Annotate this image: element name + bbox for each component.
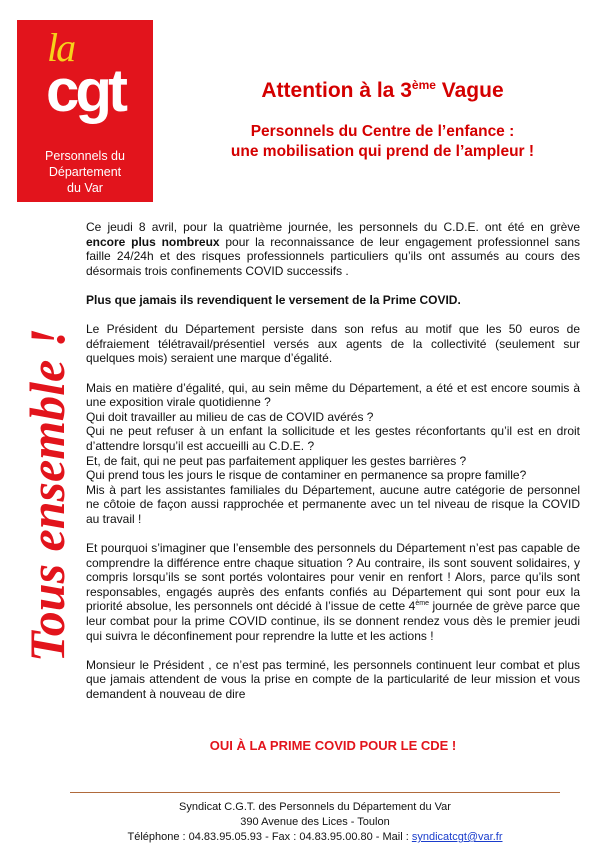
paragraph: Le Président du Département persiste dans son refus au motif que les 50 euros de défraiement télétravail/présentiel versés aux agents de la collectivité (seulement sur quelques mois) seraient une marque d’égalité. <box>86 322 580 366</box>
superscript: ème <box>415 600 429 608</box>
paragraph-questions <box>86 381 580 527</box>
cgt-logo <box>17 20 153 202</box>
question-line: Qui ne peut refuser à un enfant la sollicitude et les gestes réconfortants qu’il est en droit d’attendre lorsqu’il est accueilli au C.D.E. ? <box>86 424 580 453</box>
footer-contact-text: Téléphone : 04.83.95.05.93 - Fax : 04.83.95.00.80 - Mail : <box>127 831 412 843</box>
paragraph <box>86 220 580 278</box>
logo-subtitle-line: du Var <box>67 181 103 195</box>
footer-divider <box>70 792 560 793</box>
subtitle-line: une mobilisation qui prend de l’ampleur ! <box>230 143 535 160</box>
question-line: Qui doit travailler au milieu de cas de COVID avérés ? <box>86 409 374 424</box>
title-text-end: Vague <box>435 79 504 102</box>
footer-contact <box>70 830 560 845</box>
emphasis-text: encore plus nombreux <box>86 234 220 249</box>
subtitle-line: Personnels du Centre de l’enfance : <box>250 123 515 140</box>
article-body <box>86 220 580 716</box>
footer-line: Syndicat C.G.T. des Personnels du Département du Var <box>179 801 451 813</box>
logo-la-text: la <box>47 25 75 70</box>
page-subtitle <box>160 122 605 162</box>
logo-subtitle <box>17 148 153 196</box>
logo-subtitle-line: Département <box>48 165 122 179</box>
logo-subtitle-line: Personnels du <box>45 149 125 163</box>
vertical-slogan-text: Tous ensemble ! <box>19 327 75 663</box>
logo-cgt-text: cgt <box>46 57 124 124</box>
page-title <box>160 78 605 103</box>
paragraph: Monsieur le Président , ce n’est pas terminé, les personnels continuent leur combat et plus que jamais attendent de vous la prise en compte de la particularité de leur mission et vous demandent à nouveau de dire <box>86 657 580 701</box>
question-line: Mais en matière d’égalité, qui, au sein même du Département, a été et est encore soumis à une exposition virale quotidienne ? <box>86 380 580 410</box>
paragraph <box>86 541 580 643</box>
question-line: Qui prend tous les jours le risque de contaminer en permanence sa propre famille? <box>86 468 527 483</box>
paragraph-text: Et pourquoi s’imaginer que l’ensemble des personnels du Département n’est pas capable de comprendre la différence entre chaque situation ? Au contraire, ils sont souvent solidaires, y compris lorsqu’ils se sont portés volontaires pour venir en renfort ! Alors, parce qu’ils sont responsables, engagés auprès des enfants confiés au Département qui sont pour eux la priorité absolue, les personnels ont décidé à l’issue de cette 4 <box>86 541 580 614</box>
footer-line: 390 Avenue des Lices - Toulon <box>240 816 390 828</box>
title-superscript: ème <box>411 78 436 92</box>
title-text: Attention à la 3 <box>261 79 412 102</box>
emphasis-text: Plus que jamais ils revendiquent le versement de la Prime COVID. <box>86 292 461 307</box>
paragraph-bold <box>86 293 580 308</box>
paragraph-text: journée de grève parce que leur combat pour la prime COVID continue, ils se donnent rendez vous dès le premier jeudi qui suivra le déconfinement pour reprendre la lutte et les actions ! <box>86 599 580 643</box>
call-to-action: OUI À LA PRIME COVID POUR LE CDE ! <box>209 738 457 753</box>
question-line: Mis à part les assistantes familiales du Département, aucune autre catégorie de personnel ne côtoie de façon aussi rapprochée et permanente avec un tel niveau de risque la COVID au travail ! <box>86 482 580 526</box>
vertical-slogan <box>18 210 76 780</box>
paragraph-text: Ce jeudi 8 avril, pour la quatrième journée, les personnels du C.D.E. ont été en grève <box>86 220 580 234</box>
email-link[interactable]: syndicatcgt@var.fr <box>411 831 503 843</box>
footer <box>70 800 560 845</box>
paragraph-text: pour la reconnaissance de leur engagement professionnel sans faille 24/24h et des risques professionnels particuliers qu’ils ont assumés au cours des désormais trois confinements COVID successifs . <box>86 234 580 278</box>
question-line: Et, de fait, qui ne peut pas parfaitement appliquer les gestes barrières ? <box>86 453 467 468</box>
